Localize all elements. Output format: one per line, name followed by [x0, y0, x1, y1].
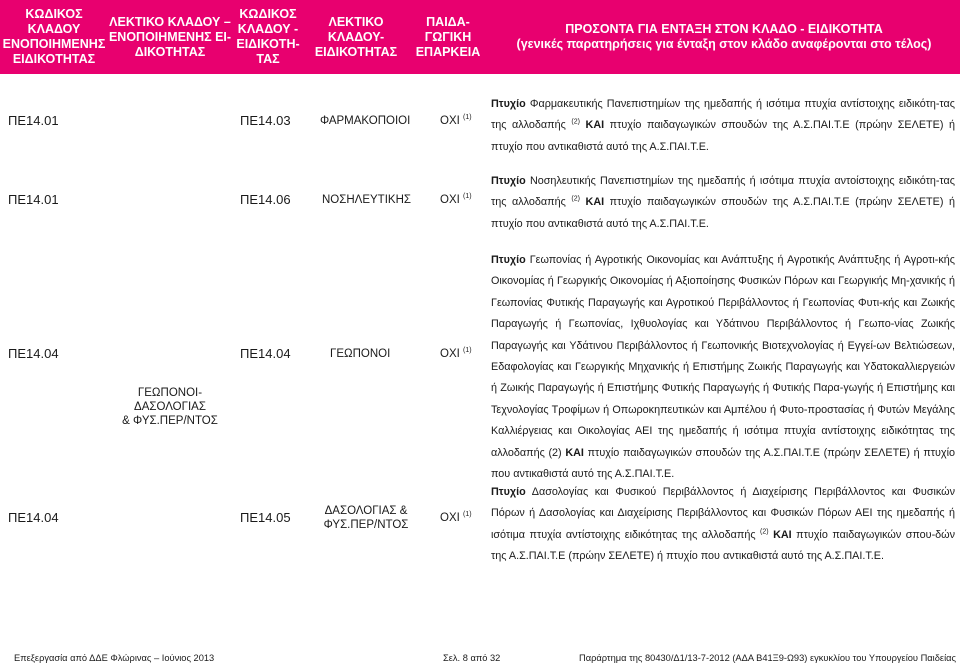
- specialty-name: ΝΟΣΗΛΕΥΤΙΚΗΣ: [322, 194, 411, 206]
- footnote-marker: (2): [571, 195, 580, 203]
- adequacy: [440, 511, 472, 525]
- adequacy-value: ΟΧΙ: [440, 348, 460, 360]
- adequacy-note: (1): [463, 114, 472, 122]
- pedagogy-text: πτυχίο παιδαγωγικών σπουδών της Α.Σ.ΠΑΙ.Τ.Ε (πρώην ΣΕΛΕΤΕ) ή πτυχίο που αντικαθιστά αυτό της Α.Σ.ΠΑΙ.Τ.Ε.: [491, 196, 955, 230]
- specialty-code: ΠΕ14.05: [240, 510, 291, 525]
- page-footer: [0, 652, 960, 664]
- adequacy: [440, 114, 472, 128]
- header-qualifications: ΠΡΟΣΟΝΤΑ ΓΙΑ ΕΝΤΑΞΗ ΣΤΟΝ ΚΛΑΔΟ - ΕΙΔΙΚΟΤΗΤΑ (γενικές παρατηρήσεις για ένταξη στον κλάδο αναφέρονται στο τέλος): [516, 22, 932, 51]
- footer-right: Παράρτημα της 80430/Δ1/13-7-2012 (ΑΔΑ Β41Ξ9-Ω93) εγκυκλίου του Υπουργείου Παιδείας: [579, 653, 956, 663]
- adequacy-note: (1): [463, 511, 472, 519]
- specialty-name: ΔΑΣΟΛΟΓΙΑΣ & ΦΥΣ.ΠΕΡ/ΝΤΟΣ: [323, 505, 409, 531]
- table-header: [0, 0, 960, 74]
- unified-code: ΠΕ14.01: [8, 192, 59, 207]
- header-unified-code: ΚΩΔΙΚΟΣ ΚΛΑΔΟΥ ΕΝΟΠΟΙΗΜΕΝΗΣ ΕΙΔΙΚΟΤΗΤΑΣ: [2, 7, 106, 66]
- and-label: ΚΑΙ: [585, 119, 605, 132]
- degree-text: Φαρμακευτικής Πανεπιστημίων της ημεδαπής ή ισότιμα πτυχία αντίστοιχης ειδικότη-τας της αλλοδαπής: [491, 98, 955, 132]
- specialty-code: ΠΕ14.03: [240, 113, 291, 128]
- degree-text: Δασολογίας και Φυσικού Περιβάλλοντος ή Διαχείρισης Περιβάλλοντος και Φυσικών Πόρων ή Δασολογίας και Διαχείρισης Περιβάλλοντος και Φυσικών Πόρων ΑΕΙ της ημεδαπής ή ισότιμα πτυχία αντίστοιχης ειδικότητας της αλλοδαπής: [491, 486, 955, 541]
- pedagogy-text: πτυχίο παιδαγωγικών σπου-δών της Α.Σ.ΠΑΙ.Τ.Ε (πρώην ΣΕΛΕΤΕ) ή πτυχίο που αντικαθιστά αυτό της Α.Σ.ΠΑΙ.Τ.Ε.: [491, 528, 956, 563]
- specialty-name: ΦΑΡΜΑΚΟΠΟΙΟΙ: [320, 115, 411, 127]
- unified-code: ΠΕ14.04: [8, 346, 59, 361]
- qualification-text: [491, 250, 955, 485]
- specialty-code: ΠΕ14.04: [240, 346, 291, 361]
- degree-label: Πτυχίο: [491, 486, 526, 498]
- adequacy-note: (1): [463, 347, 472, 355]
- unified-code: ΠΕ14.01: [8, 113, 59, 128]
- degree-text: Γεωπονίας ή Αγροτικής Οικονομίας και Ανάπτυξης ή Αγροτικής Ανάπτυξης ή Αγροτι-κής Οικονομίας ή Γεωργικής Οικονομίας ή Αξιοποίησης Φυσικών Πόρων και Γεωργικής Μη-χανικής ή Γεωπονίας Φυτικής Παραγωγής και Αγροτικού Περιβάλλοντος ή Γεωπονίας Φυτι-κής και Ζωικής Παραγωγής ή Γεωπονίας, Ιχθυολογίας και Υδάτινου Περιβάλλοντος ή Γεωπο-νίας Ζωικής Παραγωγής και Υδάτινου Περιβάλλοντος ή Γεωπονικής Βιοτεχνολογίας ή Εγγεί-ων Βελτιώσεων, Εδαφολογίας και Γεωργικής Μηχανικής ή Επιστήμης Ζωικής Παραγωγής και Υδατοκαλλιεργειών ή Ζωικής Παραγωγής ή Επιστήμης Φυτικής Παραγωγής ή Φυτικής Παρα-γωγής ή Επιστήμης και Τεχνολογίας Τροφίμων ή Οπωροκηπευτικών και Αμπέλου ή Φυτο-προστασίας ή Φυτών Μεγάλης Καλλιέργειας και Οικολογίας ΑΕΙ της ημεδαπής ή ισότιμα πτυχία αντίστοιχης ειδικότητας της αλλοδαπής (2): [491, 254, 955, 459]
- page-number: Σελ. 8 από 32: [443, 653, 501, 663]
- unified-name: ΓΕΩΠΟΝΟΙ-ΔΑΣΟΛΟΓΙΑΣ & ΦΥΣ.ΠΕΡ/ΝΤΟΣ: [122, 387, 218, 427]
- degree-label: Πτυχίο: [491, 98, 526, 110]
- footnote-marker: (2): [571, 118, 580, 126]
- adequacy: [440, 347, 472, 361]
- pedagogy-text: πτυχίο παιδαγωγικών σπουδών της Α.Σ.ΠΑΙ.Τ.Ε (πρώην ΣΕΛΕΤΕ) ή πτυχίο που αντικαθιστά αυτό της Α.Σ.ΠΑΙ.Τ.Ε.: [491, 446, 956, 481]
- degree-text: Νοσηλευτικής Πανεπιστημίων της ημεδαπής ή ισότιμα πτυχία αντοίστοιχης ειδικότη-τας της αλλοδαπής: [491, 175, 955, 209]
- header-unified-name: ΛΕΚΤΙΚΟ ΚΛΑΔΟΥ – ΕΝΟΠΟΙΗΜΕΝΗΣ ΕΙ- ΔΙΚΟΤΗΤΑΣ: [108, 14, 232, 59]
- adequacy-note: (1): [463, 193, 472, 201]
- specialty-code: ΠΕ14.06: [240, 192, 291, 207]
- table-body: [0, 74, 960, 648]
- and-label: ΚΑΙ: [585, 196, 605, 209]
- header-specialty-code: ΚΩΔΙΚΟΣ ΚΛΑΔΟΥ - ΕΙΔΙΚΟΤΗ- ΤΑΣ: [236, 7, 300, 66]
- qualification-text: [491, 482, 955, 568]
- adequacy-value: ΟΧΙ: [440, 512, 460, 524]
- adequacy-value: ΟΧΙ: [440, 115, 460, 127]
- header-pedagogical-adequacy: ΠΑΙΔΑ- ΓΩΓΙΚΗ ΕΠΑΡΚΕΙΑ: [415, 14, 481, 59]
- and-label: ΚΑΙ: [565, 446, 584, 459]
- pedagogy-text: πτυχίο παιδαγωγικών σπουδών της Α.Σ.ΠΑΙ.Τ.Ε (πρώην ΣΕΛΕΤΕ) ή πτυχίο που αντικαθιστά αυτό της Α.Σ.ΠΑΙ.Τ.Ε.: [491, 119, 955, 153]
- degree-label: Πτυχίο: [491, 175, 526, 187]
- adequacy: [440, 193, 472, 207]
- header-specialty-name: ΛΕΚΤΙΚΟ ΚΛΑΔΟΥ- ΕΙΔΙΚΟΤΗΤΑΣ: [314, 14, 398, 59]
- specialty-name: ΓΕΩΠΟΝΟΙ: [330, 348, 391, 360]
- footer-left: Επεξεργασία από ΔΔΕ Φλώρινας – Ιούνιος 2013: [14, 653, 215, 663]
- footnote-marker: (2): [760, 528, 769, 536]
- adequacy-value: ΟΧΙ: [440, 194, 460, 206]
- unified-code: ΠΕ14.04: [8, 510, 59, 525]
- qualification-text: [491, 171, 955, 235]
- qualification-text: [491, 94, 955, 158]
- and-label: ΚΑΙ: [773, 528, 792, 541]
- degree-label: Πτυχίο: [491, 254, 526, 266]
